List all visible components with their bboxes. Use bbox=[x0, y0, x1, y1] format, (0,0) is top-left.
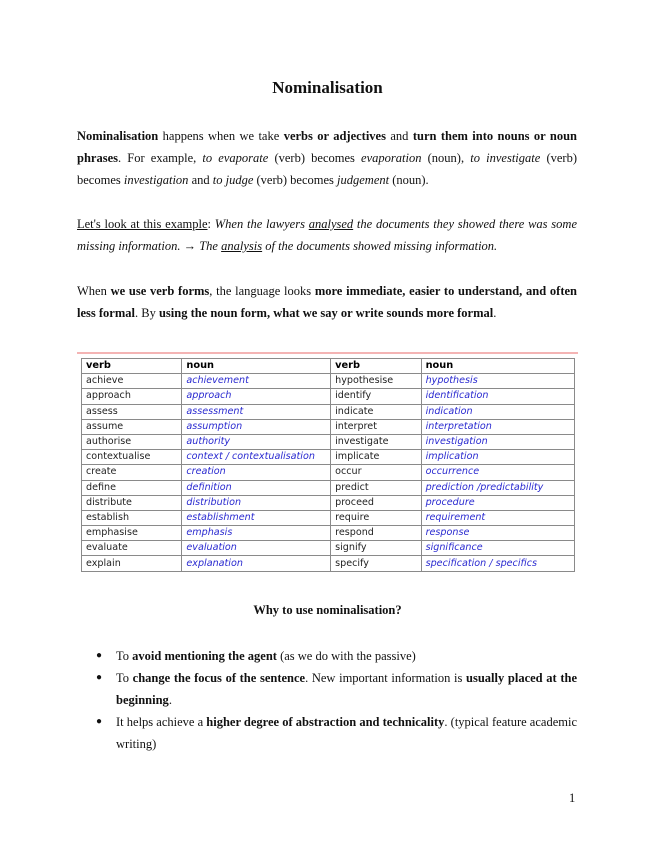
table-cell-noun: specification / specifics bbox=[421, 556, 574, 571]
intro-text-9: (noun). bbox=[389, 173, 429, 187]
table-cell-noun: requirement bbox=[421, 510, 574, 525]
bullet-2-bold-1: change the focus of the sentence bbox=[132, 671, 306, 685]
table-row bbox=[82, 480, 575, 495]
table-cell-noun: interpretation bbox=[421, 419, 574, 434]
table-cell-noun: occurrence bbox=[421, 465, 574, 480]
table-cell-noun: assumption bbox=[182, 419, 331, 434]
table-cell-noun: definition bbox=[182, 480, 331, 495]
bullet-2-bold-2: usually placed at the beginning bbox=[116, 671, 578, 707]
example-italic-2: the documents they showed there was some missing information. → The bbox=[77, 217, 577, 253]
intro-text-2: and bbox=[385, 129, 413, 143]
example-underline-noun: analysis bbox=[221, 239, 263, 253]
list-item bbox=[96, 645, 577, 667]
table-cell-verb: implicate bbox=[331, 450, 421, 465]
register-bold-1: we use verb forms bbox=[110, 284, 210, 298]
register-bold-2: more immediate, easier to understand, and often less formal bbox=[77, 284, 578, 320]
register-text-4: . bbox=[493, 306, 497, 320]
list-item bbox=[96, 667, 577, 711]
example-italic-3: of the documents showed missing information. bbox=[262, 239, 498, 253]
table-cell-verb: establish bbox=[82, 510, 182, 525]
table-cell-verb: emphasise bbox=[82, 526, 182, 541]
intro-text-3: . For example, bbox=[117, 151, 203, 165]
table-row bbox=[82, 510, 575, 525]
table-cell-verb: assess bbox=[82, 404, 182, 419]
example-underline-verb: analysed bbox=[308, 217, 354, 231]
table-cell-noun: identification bbox=[421, 389, 574, 404]
table-cell-noun: evaluation bbox=[182, 541, 331, 556]
table-cell-noun: achievement bbox=[182, 374, 331, 389]
verb-noun-table bbox=[81, 358, 575, 572]
bullet-1-text-2: (as we do with the passive) bbox=[276, 649, 416, 663]
register-bold-3: using the noun form, what we say or write sounds more formal bbox=[158, 306, 494, 320]
intro-term: Nominalisation bbox=[77, 129, 159, 143]
bullet-2-text-1: To bbox=[116, 671, 133, 685]
bullet-icon: ● bbox=[96, 650, 103, 661]
bullet-1-text-1: To bbox=[116, 649, 133, 663]
table-cell-verb: define bbox=[82, 480, 182, 495]
bullet-3-text-1: It helps achieve a bbox=[116, 715, 207, 729]
intro-italic-2: evaporation bbox=[361, 151, 422, 165]
register-paragraph bbox=[77, 280, 577, 324]
intro-paragraph bbox=[77, 125, 577, 191]
register-text-3: . By bbox=[134, 306, 159, 320]
table-row bbox=[82, 389, 575, 404]
table-cell-verb: explain bbox=[82, 556, 182, 571]
intro-italic-4: investigation bbox=[123, 173, 189, 187]
table-cell-verb: identify bbox=[331, 389, 421, 404]
list-item bbox=[96, 711, 577, 755]
page-number: 1 bbox=[569, 791, 576, 805]
table-cell-verb: create bbox=[82, 465, 182, 480]
table-cell-verb: contextualise bbox=[82, 450, 182, 465]
intro-text-6: (verb) becomes bbox=[77, 151, 577, 187]
bullet-3-text-2: . (typical feature academic writing) bbox=[116, 715, 577, 751]
bullet-icon: ● bbox=[96, 672, 103, 683]
intro-text-7: and bbox=[188, 173, 213, 187]
table-cell-noun: context / contextualisation bbox=[182, 450, 331, 465]
table-cell-noun: response bbox=[421, 526, 574, 541]
table-row bbox=[82, 465, 575, 480]
table-cell-verb: investigate bbox=[331, 434, 421, 449]
table-row bbox=[82, 556, 575, 571]
table-cell-verb: evaluate bbox=[82, 541, 182, 556]
intro-text-8: (verb) becomes bbox=[253, 173, 338, 187]
intro-bold-1: verbs or adjectives bbox=[283, 129, 386, 143]
verb-noun-table-container bbox=[77, 352, 578, 575]
table-cell-noun: distribution bbox=[182, 495, 331, 510]
table-cell-verb: indicate bbox=[331, 404, 421, 419]
page-title: Nominalisation bbox=[272, 78, 383, 97]
table-row bbox=[82, 450, 575, 465]
table-cell-noun: prediction /predictability bbox=[421, 480, 574, 495]
table-cell-verb: signify bbox=[331, 541, 421, 556]
table-row bbox=[82, 434, 575, 449]
table-row bbox=[82, 495, 575, 510]
example-colon: : bbox=[207, 217, 215, 231]
table-cell-verb: distribute bbox=[82, 495, 182, 510]
table-cell-noun: assessment bbox=[182, 404, 331, 419]
example-paragraph bbox=[77, 213, 577, 257]
table-header-noun-2: noun bbox=[421, 359, 574, 374]
table-cell-noun: emphasis bbox=[182, 526, 331, 541]
table-cell-verb: respond bbox=[331, 526, 421, 541]
table-cell-verb: specify bbox=[331, 556, 421, 571]
table-cell-noun: approach bbox=[182, 389, 331, 404]
table-cell-verb: proceed bbox=[331, 495, 421, 510]
section-heading: Why to use nominalisation? bbox=[253, 603, 402, 617]
table-cell-verb: occur bbox=[331, 465, 421, 480]
intro-italic-5: to judge bbox=[212, 173, 254, 187]
intro-text-5: (noun), bbox=[421, 151, 471, 165]
bullet-1-bold-1: avoid mentioning the agent bbox=[132, 649, 277, 663]
intro-italic-3: to investigate bbox=[470, 151, 541, 165]
table-cell-verb: assume bbox=[82, 419, 182, 434]
table-cell-verb: interpret bbox=[331, 419, 421, 434]
bullet-icon: ● bbox=[96, 716, 103, 727]
example-italic-1: When the lawyers bbox=[214, 217, 309, 231]
bullet-2-text-2: . New important information is bbox=[305, 671, 467, 685]
table-row bbox=[82, 404, 575, 419]
intro-italic-6: judgement bbox=[337, 173, 390, 187]
table-cell-verb: authorise bbox=[82, 434, 182, 449]
table-header-row bbox=[82, 359, 575, 374]
register-text-1: When bbox=[77, 284, 111, 298]
table-header-verb-1: verb bbox=[82, 359, 182, 374]
bullet-2-text-3: . bbox=[168, 693, 172, 707]
intro-italic-1: to evaporate bbox=[202, 151, 269, 165]
table-cell-verb: predict bbox=[331, 480, 421, 495]
table-cell-noun: significance bbox=[421, 541, 574, 556]
table-cell-noun: implication bbox=[421, 450, 574, 465]
table-row bbox=[82, 526, 575, 541]
table-cell-noun: establishment bbox=[182, 510, 331, 525]
example-lead: Let's look at this example bbox=[77, 217, 208, 231]
intro-text-4: (verb) becomes bbox=[268, 151, 362, 165]
table-cell-noun: explanation bbox=[182, 556, 331, 571]
table-header-verb-2: verb bbox=[331, 359, 421, 374]
table-cell-noun: hypothesis bbox=[421, 374, 574, 389]
bullet-3-bold-1: higher degree of abstraction and technicality bbox=[206, 715, 445, 729]
table-cell-noun: creation bbox=[182, 465, 331, 480]
register-text-2: , the language looks bbox=[209, 284, 315, 298]
reasons-list bbox=[96, 645, 577, 755]
table-cell-verb: approach bbox=[82, 389, 182, 404]
table-cell-verb: hypothesise bbox=[331, 374, 421, 389]
table-cell-noun: authority bbox=[182, 434, 331, 449]
intro-text-1: happens when we take bbox=[158, 129, 284, 143]
table-row bbox=[82, 419, 575, 434]
table-cell-noun: procedure bbox=[421, 495, 574, 510]
table-cell-noun: investigation bbox=[421, 434, 574, 449]
table-cell-verb: require bbox=[331, 510, 421, 525]
table-cell-noun: indication bbox=[421, 404, 574, 419]
table-cell-verb: achieve bbox=[82, 374, 182, 389]
intro-bold-2: turn them into nouns or noun phrases bbox=[77, 129, 577, 165]
table-row bbox=[82, 374, 575, 389]
table-row bbox=[82, 541, 575, 556]
table-header-noun-1: noun bbox=[182, 359, 331, 374]
